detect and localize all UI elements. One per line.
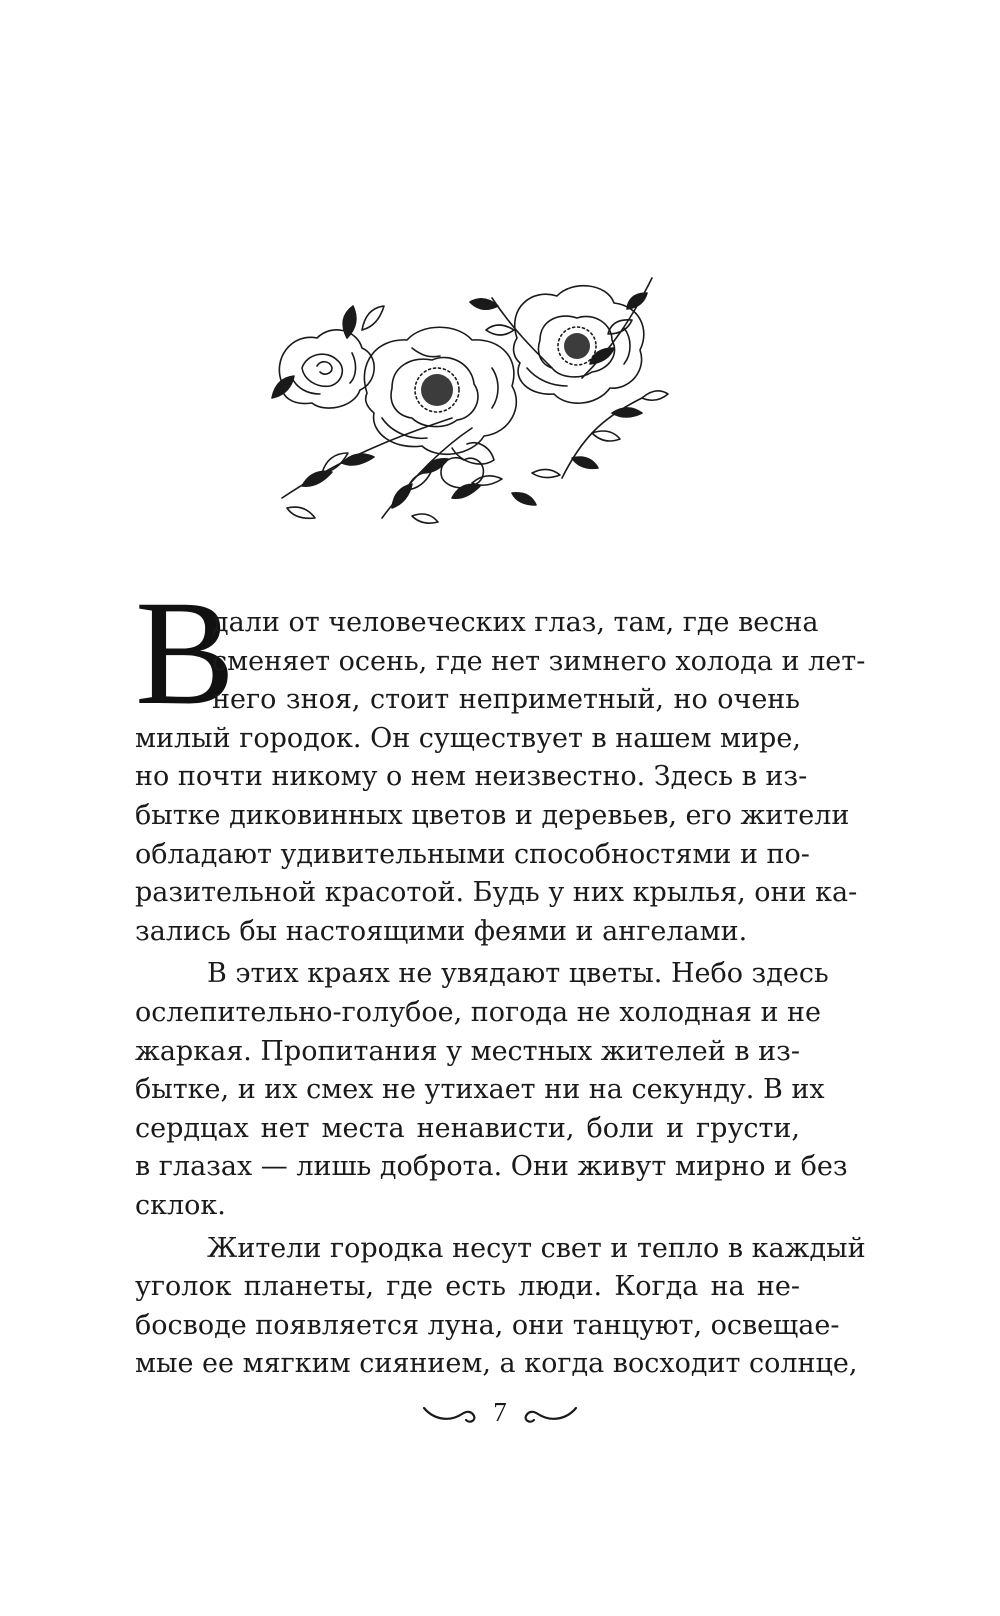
text-line: зались бы настоящими феями и ангелами.: [135, 915, 748, 947]
text-line: бытке диковинных цветов и деревьев, его жители: [135, 799, 850, 831]
text-line: ослепительно-голубое, погода не холодная и не: [135, 996, 822, 1028]
paragraph-3: [135, 1230, 866, 1384]
paragraph-1: [135, 604, 866, 951]
paragraph-2: [135, 955, 848, 1225]
text-line: разительной красотой. Будь у них крылья, они ка-: [135, 877, 858, 909]
drop-cap: В: [135, 570, 236, 736]
text-line: мые ее мягким сиянием, а когда восходит солнце,: [135, 1348, 858, 1380]
text-line: но почти никому о нем неизвестно. Здесь в из-: [135, 761, 808, 793]
stem: [492, 298, 552, 368]
text-line: уголок планеты, где есть люди. Когда на не-: [135, 1271, 800, 1303]
body-text: [135, 604, 866, 1384]
text-line: В этих краях не увядают цветы. Небо здесь: [207, 958, 829, 990]
right-flower: [514, 286, 644, 403]
text-line: милый городок. Он существует в нашем мире,: [135, 722, 801, 754]
text-line: сменяет осень, где нет зимнего холода и лет-: [212, 645, 866, 677]
text-line: обладают удивительными способностями и по-: [135, 838, 810, 870]
text-line: жаркая. Пропитания у местных жителей в из-: [135, 1035, 800, 1067]
text-line: бытке, и их смех не утихает ни на секунду. В их: [135, 1074, 825, 1106]
text-line: в глазах — лишь доброта. Они живут мирно и без: [135, 1151, 848, 1183]
text-line: него зноя, стоит неприметный, но очень: [212, 684, 800, 716]
text-line: дали от человеческих глаз, там, где весна: [212, 607, 819, 638]
text-line: босводе появляется луна, они танцуют, освещае-: [135, 1309, 840, 1341]
center-flower: [364, 327, 516, 464]
text-line: склок.: [135, 1189, 226, 1221]
text-line: Жители городка несут свет и тепло в каждый: [207, 1232, 866, 1264]
text-line: сердцах нет места ненависти, боли и грусти,: [135, 1112, 800, 1144]
page-number-folio: [418, 1392, 582, 1432]
left-flower: [279, 330, 374, 408]
page-number: 7: [493, 1397, 507, 1427]
scroll-flourish-right-icon: [520, 1398, 580, 1426]
floral-peony-illustration-icon: [262, 268, 674, 530]
bud: [441, 458, 483, 488]
